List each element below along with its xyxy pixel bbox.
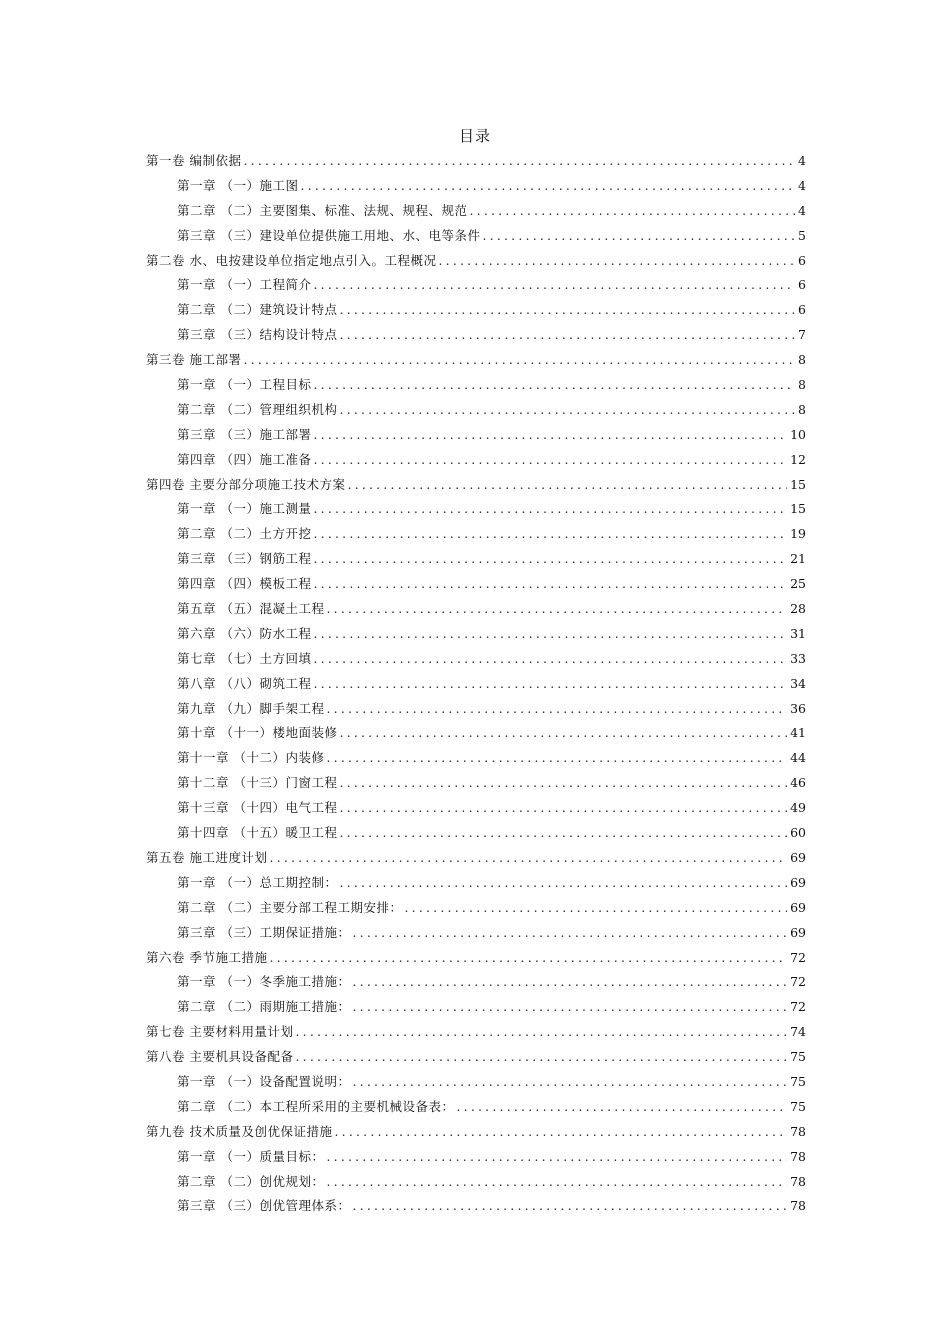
toc-entry-chapter[interactable] [146,697,806,722]
toc-entry-chapter[interactable] [146,622,806,647]
toc-entry-chapter[interactable] [146,1095,806,1120]
toc-entry-page-number: 46 [790,775,806,791]
toc-entry-title: 第一章 （一）施工图 [177,177,299,193]
toc-entry-page-number: 72 [790,999,806,1015]
toc-entry-chapter[interactable] [146,572,806,597]
toc-entry-chapter[interactable] [146,323,806,348]
toc-entry-page-number: 12 [790,451,806,467]
toc-entry-page-number: 36 [790,700,806,716]
toc-entry-page-number: 75 [790,1098,806,1114]
dot-leader [326,697,787,722]
dot-leader [339,771,787,796]
toc-entry-page-number: 44 [790,750,806,766]
toc-entry-page-number: 72 [790,949,806,965]
toc-entry-volume[interactable] [146,846,806,871]
toc-entry-page-number: 69 [790,874,806,890]
dot-leader [326,746,787,771]
dot-leader [326,597,787,622]
toc-entry-page-number: 78 [790,1148,806,1164]
toc-entry-chapter[interactable] [146,398,806,423]
toc-entry-title: 第二章 （二）雨期施工措施： [177,999,351,1015]
toc-entry-page-number: 69 [790,924,806,940]
dot-leader [243,348,795,373]
dot-leader [313,448,787,473]
toc-entry-page-number: 8 [798,352,806,368]
toc-entry-title: 第一章 （一）设备配置说明： [177,1073,351,1089]
toc-entry-chapter[interactable] [146,174,806,199]
toc-entry-page-number: 8 [798,401,806,417]
toc-entry-chapter[interactable] [146,672,806,697]
dot-leader [352,1194,787,1219]
toc-entry-chapter[interactable] [146,647,806,672]
toc-entry-chapter[interactable] [146,995,806,1020]
toc-entry-page-number: 8 [798,377,806,393]
toc-entry-title: 第十三章 （十四）电气工程 [177,800,338,816]
toc-entry-page-number: 60 [790,825,806,841]
dot-leader [295,1020,787,1045]
toc-entry-volume[interactable] [146,1045,806,1070]
toc-entry-chapter[interactable] [146,497,806,522]
dot-leader [347,473,787,498]
toc-entry-chapter[interactable] [146,871,806,896]
toc-entry-title: 第一章 （一）施工测量 [177,501,312,517]
toc-entry-title: 第二卷 水、电按建设单位指定地点引入。工程概况 [146,252,437,268]
dot-leader [326,1145,787,1170]
toc-entry-title: 第八卷 主要机具设备配备 [146,1049,294,1065]
dot-leader [313,273,795,298]
dot-leader [339,398,795,423]
toc-entry-page-number: 33 [790,650,806,666]
dot-leader [313,622,787,647]
toc-entry-volume[interactable] [146,473,806,498]
toc-entry-page-number: 78 [790,1198,806,1214]
dot-leader [339,796,787,821]
toc-entry-chapter[interactable] [146,522,806,547]
toc-entry-volume[interactable] [146,1020,806,1045]
dot-leader [313,497,787,522]
toc-entry-chapter[interactable] [146,1170,806,1195]
toc-entry-page-number: 19 [790,526,806,542]
toc-entry-title: 第三章 （三）结构设计特点 [177,327,338,343]
toc-entry-title: 第三卷 施工部署 [146,352,242,368]
toc-entry-title: 第一章 （一）冬季施工措施： [177,974,351,990]
toc-entry-page-number: 4 [798,177,806,193]
dot-leader [313,522,787,547]
toc-entry-page-number: 6 [798,252,806,268]
dot-leader [482,224,795,249]
dot-leader [269,946,787,971]
toc-entry-title: 第十一章 （十二）内装修 [177,750,325,766]
toc-entry-page-number: 4 [798,153,806,168]
toc-entry-title: 第二章 （二）建筑设计特点 [177,302,338,318]
toc-entry-title: 第四章 （四）施工准备 [177,451,312,467]
dot-leader [334,1120,787,1145]
toc-entry-chapter[interactable] [146,597,806,622]
dot-leader [352,995,787,1020]
toc-entry-page-number: 49 [790,800,806,816]
dot-leader [339,298,795,323]
dot-leader [469,199,795,224]
toc-entry-title: 第二章 （二）本工程所采用的主要机械设备表： [177,1098,455,1114]
dot-leader [313,572,787,597]
dot-leader [313,647,787,672]
dot-leader [456,1095,787,1120]
toc-entry-title: 第三章 （三）施工部署 [177,426,312,442]
toc-entry-title: 第一卷 编制依据 [146,153,242,168]
toc-entry-page-number: 31 [790,625,806,641]
dot-leader [339,721,787,746]
toc-entry-page-number: 72 [790,974,806,990]
dot-leader [339,323,795,348]
toc-entry-title: 第三章 （三）创优管理体系： [177,1198,351,1214]
toc-entry-title: 第九卷 技术质量及创优保证措施 [146,1123,333,1139]
dot-leader [339,821,787,846]
toc-entry-chapter[interactable] [146,1194,806,1219]
toc-entry-title: 第一章 （一）工程目标 [177,377,312,393]
dot-leader [300,174,795,199]
dot-leader [352,1070,787,1095]
toc-entry-page-number: 15 [790,476,806,492]
toc-entry-chapter[interactable] [146,921,806,946]
dot-leader [326,1170,787,1195]
toc-entry-title: 第九章 （九）脚手架工程 [177,700,325,716]
dot-leader [313,373,795,398]
toc-entry-chapter[interactable] [146,821,806,846]
toc-entry-title: 第三章 （三）建设单位提供施工用地、水、电等条件 [177,227,481,243]
dot-leader [243,149,795,174]
toc-entry-page-number: 6 [798,277,806,293]
toc-entry-volume[interactable] [146,249,806,274]
toc-entry-title: 第二章 （二）主要图集、标准、法规、规程、规范 [177,202,468,218]
toc-entry-chapter[interactable] [146,224,806,249]
toc-entry-title: 第二章 （二）管理组织机构 [177,401,338,417]
toc-entry-volume[interactable] [146,149,806,174]
toc-entry-title: 第二章 （二）主要分部工程工期安排： [177,899,403,915]
toc-entry-chapter[interactable] [146,448,806,473]
toc-entry-title: 第六章 （六）防水工程 [177,625,312,641]
dot-leader [404,896,787,921]
toc-entry-volume[interactable] [146,1120,806,1145]
toc-entry-title: 第十二章 （十三）门窗工程 [177,775,338,791]
toc-entry-title: 第十四章 （十五）暖卫工程 [177,825,338,841]
dot-leader [352,921,787,946]
toc-entry-chapter[interactable] [146,423,806,448]
toc-entry-volume[interactable] [146,348,806,373]
toc-entry-chapter[interactable] [146,298,806,323]
toc-entry-title: 第十章 （十一）楼地面装修 [177,725,338,741]
dot-leader [339,871,787,896]
toc-entry-title: 第七卷 主要材料用量计划 [146,1024,294,1040]
toc-entry-chapter[interactable] [146,970,806,995]
toc-entry-title: 第一章 （一）质量目标： [177,1148,325,1164]
toc-entry-title: 第五卷 施工进度计划 [146,849,268,865]
toc-entry-title: 第六卷 季节施工措施 [146,949,268,965]
toc-entry-title: 第二章 （二）土方开挖 [177,526,312,542]
toc-entry-page-number: 75 [790,1073,806,1089]
toc-entry-chapter[interactable] [146,1070,806,1095]
dot-leader [313,547,787,572]
toc-entry-title: 第七章 （七）土方回填 [177,650,312,666]
toc-entry-chapter[interactable] [146,746,806,771]
toc-entry-chapter[interactable] [146,547,806,572]
toc-entry-chapter[interactable] [146,273,806,298]
toc-entry-title: 第一章 （一）总工期控制： [177,874,338,890]
dot-leader [295,1045,787,1070]
toc-entry-title: 第三章 （三）工期保证措施： [177,924,351,940]
toc-entry-title: 第五章 （五）混凝土工程 [177,601,325,617]
toc-entry-page-number: 21 [790,551,806,567]
toc-entry-chapter[interactable] [146,771,806,796]
toc-entry-title: 第四章 （四）模板工程 [177,576,312,592]
dot-leader [352,970,787,995]
toc-entry-volume[interactable] [146,946,806,971]
toc-entry-page-number: 7 [798,327,806,343]
toc-entry-chapter[interactable] [146,896,806,921]
toc-entry-page-number: 4 [798,202,806,218]
toc-entry-title: 第八章 （八）砌筑工程 [177,675,312,691]
toc-entry-chapter[interactable] [146,1145,806,1170]
toc-entry-chapter[interactable] [146,796,806,821]
toc-entry-page-number: 10 [790,426,806,442]
toc-entry-chapter[interactable] [146,199,806,224]
toc-title: 目录 [458,127,491,145]
dot-leader [269,846,787,871]
toc-entry-page-number: 41 [790,725,806,741]
toc-entry-page-number: 75 [790,1049,806,1065]
toc-entry-page-number: 74 [790,1024,806,1040]
dot-leader [313,672,787,697]
dot-leader [313,423,787,448]
dot-leader [438,249,795,274]
toc-entry-page-number: 78 [790,1123,806,1139]
toc-entry-page-number: 5 [798,227,806,243]
toc-entry-page-number: 15 [790,501,806,517]
toc-entry-title: 第二章 （二）创优规划： [177,1173,325,1189]
toc-entry-page-number: 34 [790,675,806,691]
toc-entry-page-number: 69 [790,899,806,915]
toc-entry-chapter[interactable] [146,373,806,398]
toc-entry-chapter[interactable] [146,721,806,746]
toc-entry-title: 第四卷 主要分部分项施工技术方案 [146,476,346,492]
toc-entry-page-number: 69 [790,849,806,865]
toc-entry-page-number: 6 [798,302,806,318]
toc-entry-page-number: 25 [790,576,806,592]
toc-entry-page-number: 28 [790,601,806,617]
toc-entry-title: 第三章 （三）钢筋工程 [177,551,312,567]
toc-entry-title: 第一章 （一）工程简介 [177,277,312,293]
table-of-contents [146,149,806,1219]
toc-entry-page-number: 78 [790,1173,806,1189]
